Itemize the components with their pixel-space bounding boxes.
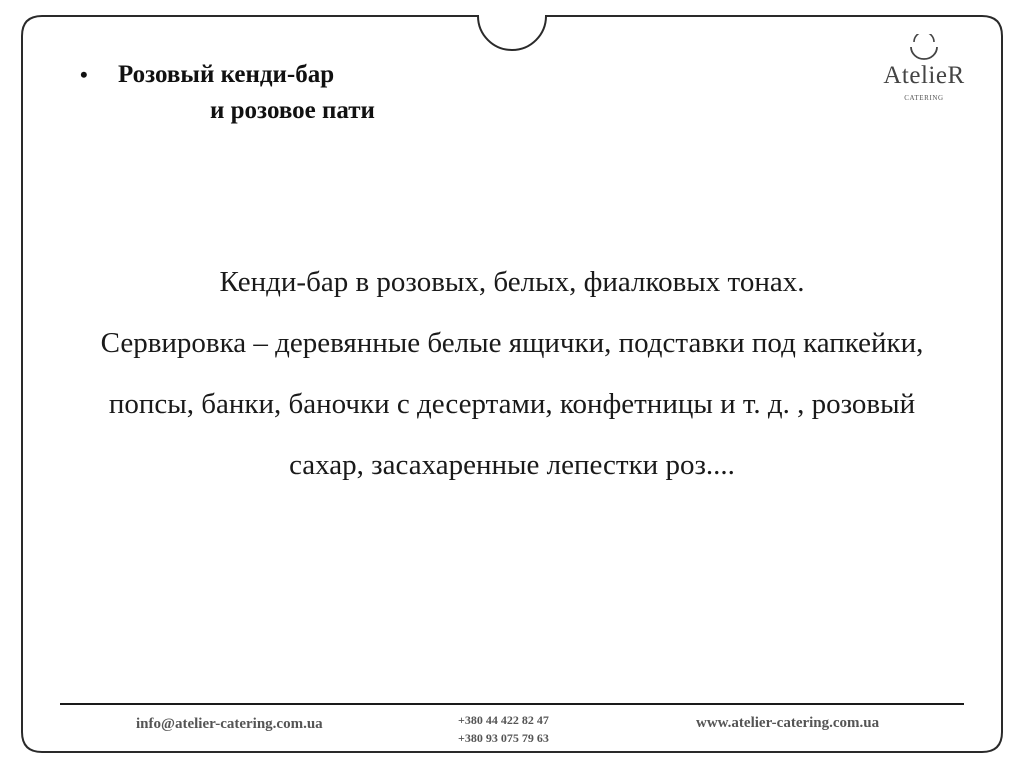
logo-name: AtelieR [883,62,965,89]
footer-phone-2[interactable]: +380 93 075 79 63 [458,731,549,745]
atelier-logo [868,34,980,114]
bullet-marker: • [80,62,88,87]
title-line-1: Розовый кенди-бар [118,61,335,88]
footer-email-link[interactable]: info@atelier-catering.com.ua [136,716,323,732]
title-line-2: и розовое пати [210,97,375,124]
slide-title [80,57,375,129]
body-line-2: Сервировка – деревянные белые ящички, подставки под капкейки, [100,327,924,359]
body-line-3: попсы, банки, баночки с десертами, конфетницы и т. д. , розовый [108,388,916,420]
footer-phones [458,711,549,747]
logo-subtitle: CATERING [904,94,944,102]
footer-divider [60,703,964,705]
footer-phone-1[interactable]: +380 44 422 82 47 [458,713,549,727]
body-line-1: Кенди-бар в розовых, белых, фиалковых тонах. [219,266,805,298]
body-text [30,252,994,496]
footer-website-link[interactable]: www.atelier-catering.com.ua [696,715,880,731]
logo-emblem-icon [905,34,943,62]
body-line-4: сахар, засахаренные лепестки роз.... [289,449,735,481]
